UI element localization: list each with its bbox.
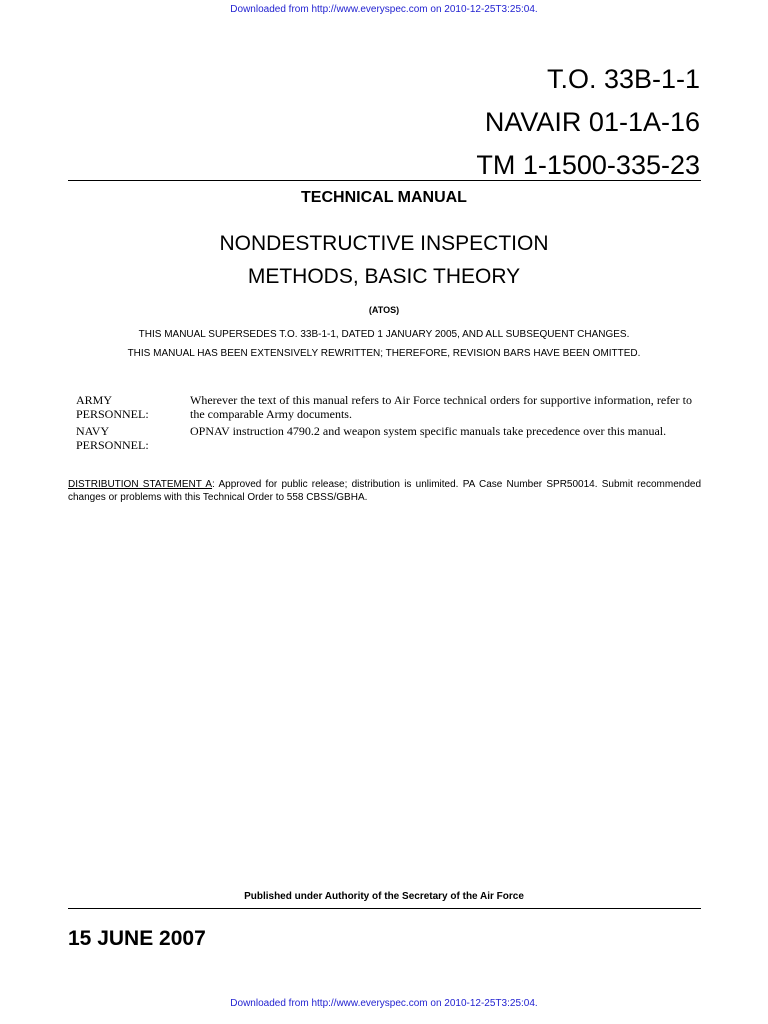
navy-label-line1: NAVY — [76, 424, 110, 438]
download-notice-bottom[interactable]: Downloaded from http://www.everyspec.com on 2010-12-25T3:25:04. — [230, 998, 538, 1009]
distribution-statement — [68, 478, 701, 504]
navy-personnel-text: OPNAV instruction 4790.2 and weapon system specific manuals take precedence over this manual. — [190, 424, 667, 438]
bottom-divider — [68, 908, 701, 909]
to-number: T.O. 33B-1-1 — [546, 64, 700, 94]
navy-label-line2: PERSONNEL: — [76, 438, 149, 452]
download-notice-top[interactable]: Downloaded from http://www.everyspec.com on 2010-12-25T3:25:04. — [230, 4, 538, 15]
distribution-text: : Approved for public release; distribution is unlimited. PA Case Number SPR50014. Submit recommended changes or problems with this Technical Order to 558 CBSS/GBHA. — [68, 479, 702, 503]
navy-personnel-label — [76, 424, 186, 452]
manual-type: TECHNICAL MANUAL — [301, 189, 467, 206]
supersedes-notice: THIS MANUAL SUPERSEDES T.O. 33B-1-1, DATED 1 JANUARY 2005, AND ALL SUBSEQUENT CHANGES. — [138, 329, 630, 340]
publication-date: 15 JUNE 2007 — [68, 927, 206, 950]
subtitle-atos: (ATOS) — [368, 305, 400, 315]
title-line-1: NONDESTRUCTIVE INSPECTION — [219, 232, 549, 255]
distribution-label: DISTRIBUTION STATEMENT A — [68, 479, 213, 490]
navair-number: NAVAIR 01-1A-16 — [484, 107, 700, 137]
army-label-line1: ARMY — [76, 393, 113, 407]
army-personnel-text: Wherever the text of this manual refers to Air Force technical orders for supportive information, refer to the comparable Army documents. — [190, 393, 692, 421]
title-line-2: METHODS, BASIC THEORY — [247, 265, 521, 288]
top-divider — [68, 180, 701, 181]
army-label-line2: PERSONNEL: — [76, 407, 149, 421]
army-personnel-label — [76, 393, 186, 421]
rewritten-notice: THIS MANUAL HAS BEEN EXTENSIVELY REWRITTEN; THEREFORE, REVISION BARS HAVE BEEN OMITTED. — [127, 348, 641, 359]
published-authority: Published under Authority of the Secretary of the Air Force — [244, 891, 524, 902]
document-numbers — [476, 58, 700, 187]
tm-number: TM 1-1500-335-23 — [476, 150, 700, 180]
